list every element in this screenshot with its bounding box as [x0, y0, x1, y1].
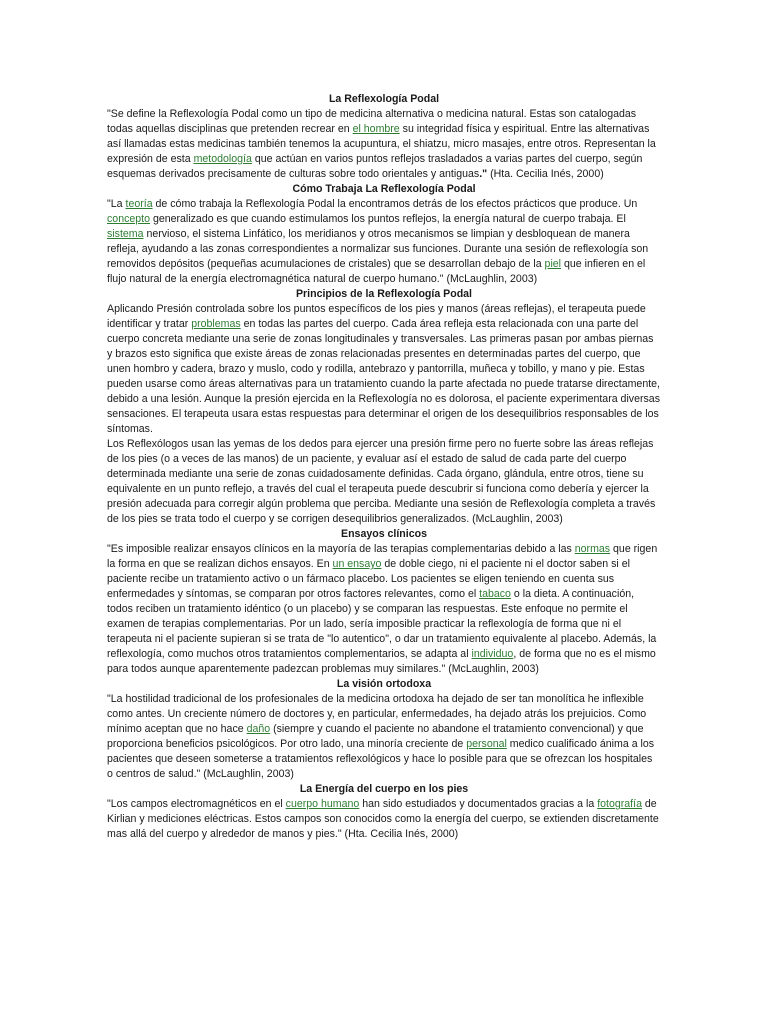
section-title-ensayos-clinicos: Ensayos clínicos: [341, 528, 427, 540]
paragraph-principios-1: [107, 302, 661, 437]
document-page: [107, 92, 661, 842]
text-run: , de forma que no es el mismo para todos aunque aparentemente padezcan problemas muy similares." (McLaughlin, 2003): [107, 648, 656, 675]
link-dano[interactable]: daño: [246, 723, 271, 735]
link-normas[interactable]: normas: [574, 543, 611, 555]
link-sistema[interactable]: sistema: [107, 228, 144, 240]
citation: (Hta. Cecilia Inés, 2000): [487, 168, 604, 180]
link-individuo[interactable]: individuo: [471, 648, 514, 660]
text-run: "La: [107, 198, 126, 210]
text-run: "Los campos electromagnéticos en el: [107, 798, 286, 810]
paragraph-definition: [107, 107, 661, 182]
text-run: (siempre y cuando el paciente no abandone el tratamiento convencional) y que proporciona beneficios psicológicos. Por otro lado, una minoría creciente de: [107, 723, 644, 750]
text-run-bold: .": [479, 168, 488, 180]
text-run: de cómo trabaja la Reflexología Podal la encontramos detrás de los efectos prácticos que produce. Un: [152, 198, 638, 210]
link-concepto[interactable]: concepto: [107, 213, 150, 225]
link-piel[interactable]: piel: [544, 258, 562, 270]
text-run: han sido estudiados y documentados gracias a la: [359, 798, 598, 810]
section-title-como-trabaja: Cómo Trabaja La Reflexología Podal: [292, 183, 476, 195]
link-metodologia[interactable]: metodología: [193, 153, 252, 165]
link-tabaco[interactable]: tabaco: [479, 588, 511, 600]
text-run: que rigen la forma en que se realizan dichos ensayos. En: [107, 543, 658, 570]
link-problemas[interactable]: problemas: [191, 318, 241, 330]
text-run: que actúan en varios puntos reflejos trasladados a varias partes del cuerpo, según esquemas derivados precisamente de culturas sobre todo orientales y antiguas: [107, 153, 643, 180]
paragraph-energia: [107, 797, 661, 842]
paragraph-como-trabaja: [107, 197, 661, 287]
text-run: de Kirlian y mediciones eléctricas. Estos campos son conocidos como la energía del cuerpo, se extienden discretamente mas allá del cuerpo y alrededor de manos y pies." (Hta. Cecilia Inés, 2000): [107, 798, 659, 840]
text-run: generalizado es que cuando estimulamos los puntos reflejos, la energía natural de cuerpo trabaja. El: [150, 213, 626, 225]
text-run: o la dieta. A continuación, todos reciben un tratamiento idéntico (o un placebo) y se comparan las respuestas. Este enfoque no permite el examen de terapias complementarias. Por un lado, sería imposible practicar la reflexología de forma que ni el terapeuta ni el paciente supieran si se trata de "lo autentico", o dar un tratamiento equivalente al placebo. Además, la reflexología, como muchos otros tratamientos complementarios, se adapta al: [107, 588, 657, 660]
text-run: su integridad física y espiritual. Entre las alternativas así llamadas estas medicinas también tenemos la acupuntura, el shiatzu, micro masajes, entre otros. Representan la expresión de esta: [107, 123, 656, 165]
paragraph-vision-ortodoxa: [107, 692, 661, 782]
text-run: de doble ciego, ni el paciente ni el doctor saben si el paciente recibe un tratamiento activo o un fármaco placebo. Los pacientes se eligen teniendo en cuenta sus enfermedades y síntomas, se comparan por otros factores relevantes, como el: [107, 558, 630, 600]
section-title-vision-ortodoxa: La visión ortodoxa: [336, 678, 432, 690]
section-title-reflexologia-podal: La Reflexología Podal: [328, 93, 440, 105]
section-title-energia-cuerpo: La Energía del cuerpo en los pies: [299, 783, 469, 795]
text-run: Aplicando Presión controlada sobre los puntos específicos de los pies y manos (áreas reflejas), el terapeuta puede identificar y tratar: [107, 303, 646, 330]
section-title-principios: Principios de la Reflexología Podal: [295, 288, 473, 300]
link-cuerpo-humano[interactable]: cuerpo humano: [285, 798, 360, 810]
text-run: medico cualificado ánima a los pacientes que deseen someterse a tratamientos reflexológicos y hace lo posible para que se ofrezcan los hospitales o centros de salud." (McLaughlin, 2003): [107, 738, 655, 780]
link-el-hombre[interactable]: el hombre: [352, 123, 400, 135]
text-run: "La hostilidad tradicional de los profesionales de la medicina ortodoxa ha dejado de ser tan monolítica he inflexible como antes. Un creciente número de doctores y, en particular, enfermedades, ha dejado atrás los prejuicios. Como mínimo aceptan que no hace: [107, 693, 647, 735]
paragraph-principios-2: Los Reflexólogos usan las yemas de los dedos para ejercer una presión firme pero no fuerte sobre las áreas reflejas de los pies (o a veces de las manos) de un paciente, y evaluar así el estado de salud de cada parte del cuerpo determinada mediante una serie de zonas cuidadosamente definidas. Cada órgano, glándula, entre otros, tiene su equivalente en un punto reflejo, a través del cual el terapeuta puede descubrir si funciona como debería y ejercer la presión adecuada para corregir algún problema que perciba. Mediante una sesión de Reflexología completa a través de los pies se trata todo el cuerpo y se corrigen desequilibrios generalizados. (McLaughlin, 2003): [107, 438, 656, 525]
link-un-ensayo[interactable]: un ensayo: [332, 558, 382, 570]
text-run: que infieren en el flujo natural de la energía electromagnética natural de cuerpo humano." (McLaughlin, 2003): [107, 258, 646, 285]
text-run: en todas las partes del cuerpo. Cada área refleja esta relacionada con una parte del cuerpo concreta mediante una serie de zonas longitudinales y transversales. Las primeras pasan por ambas piernas y brazos esto significa que existe áreas de zonas relacionadas presentes en determinadas partes del cuerpo, que unen hombro y cadera, brazo y muslo, codo y rodilla, antebrazo y pantorrilla, muñeca y tobillo, y mano y pie. Estas pueden usarse como áreas alternativas para un tratamiento cuando la parte afectada no puede tratarse directamente, debido a una lesión. Aunque la presión ejercida en la Reflexología no es dolorosa, el paciente experimentara diversas sensaciones. El terapeuta usara estas respuestas para determinar el origen de los desequilibrios responsables de los síntomas.: [107, 318, 661, 435]
link-teoria[interactable]: teoría: [125, 198, 153, 210]
text-run: "Se define la Reflexología Podal como un tipo de medicina alternativa o medicina natural. Estas son catalogadas todas aquellas disciplinas que pretenden recrear en: [107, 108, 637, 135]
link-fotografia[interactable]: fotografía: [597, 798, 642, 810]
text-run: nervioso, el sistema Linfático, los meridianos y otros mecanismos se limpian y desbloquean de manera refleja, ayudando a las zonas correspondientes a normalizar sus funciones. Durante una sesión de reflexología son removidos depósitos (pequeñas acumulaciones de cristales) que se desarrollan debajo de la: [107, 228, 649, 270]
link-personal[interactable]: personal: [466, 738, 507, 750]
text-run: "Es imposible realizar ensayos clínicos en la mayoría de las terapias complementarias debido a las: [107, 543, 575, 555]
paragraph-ensayos: [107, 542, 661, 677]
